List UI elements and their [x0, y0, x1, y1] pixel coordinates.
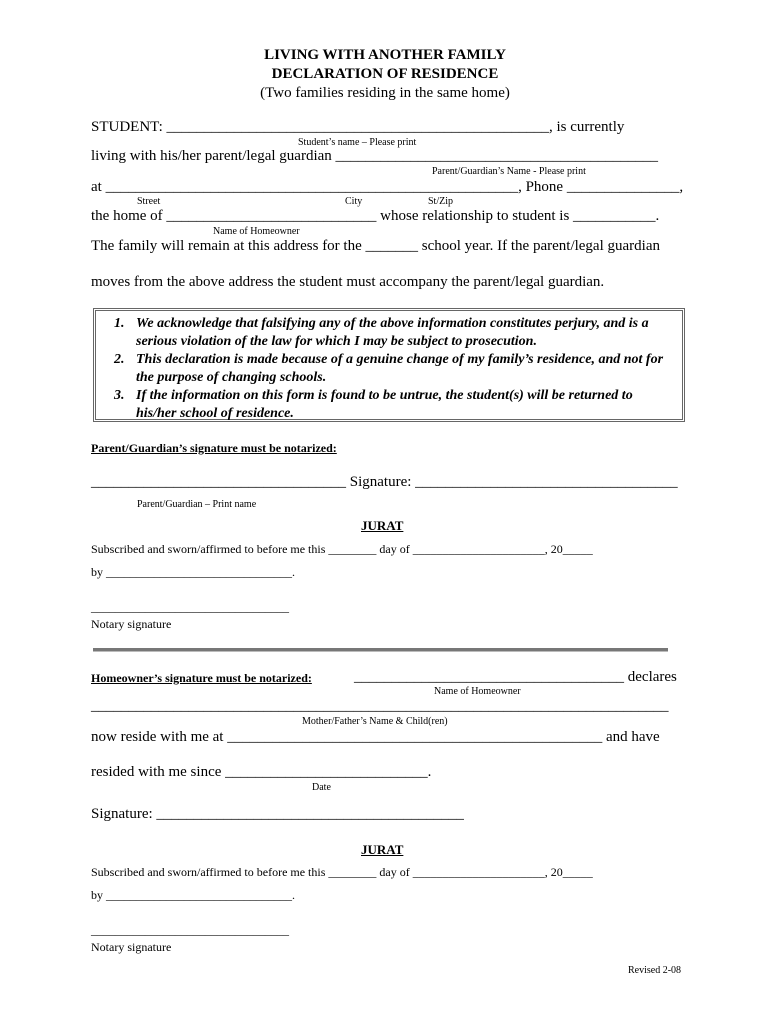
city-caption: City: [345, 196, 363, 207]
declaration-number: 3.: [114, 388, 125, 403]
date-caption: Date: [312, 782, 331, 793]
section-divider: [93, 648, 668, 652]
declarations-list: [96, 315, 682, 423]
declaration-text: We acknowledge that falsifying any of the above information constitutes perjury, and is a serious violation of the law for which I may be subject to prosecution.: [136, 316, 649, 349]
homeowner-signature-line: Signature: _________________________________________: [91, 806, 464, 822]
guardian-print-caption: Parent/Guardian – Print name: [137, 499, 257, 510]
revised-date: Revised 2-08: [628, 965, 682, 976]
notary-caption-2: Notary signature: [91, 940, 172, 954]
declaration-item: [96, 315, 682, 351]
notary-signature-line-2: _________________________________: [91, 923, 289, 937]
children-caption: Mother/Father’s Name & Child(ren): [302, 716, 448, 727]
declaration-number: 1.: [114, 316, 125, 331]
homeowner-notarized-heading: Homeowner’s signature must be notarized:: [91, 671, 312, 685]
homeowner-declares-line: ____________________________________ declares: [354, 669, 677, 685]
resided-since-line: resided with me since ___________________________.: [91, 764, 432, 780]
homeowner-line: the home of ____________________________ whose relationship to student is ___________.: [91, 208, 660, 224]
declaration-text: If the information on this form is found to be untrue, the student(s) will be returned to his/her school of residence.: [136, 388, 633, 421]
jurat-by-line-1: by _______________________________.: [91, 565, 295, 579]
title-line-1: LIVING WITH ANOTHER FAMILY: [264, 47, 506, 63]
jurat-sworn-line-1: Subscribed and sworn/affirmed to before me this ________ day of ______________________, 20_____: [91, 542, 593, 556]
declaration-item: [96, 387, 682, 423]
accompany-line: moves from the above address the student must accompany the parent/legal guardian.: [91, 274, 605, 290]
homeowner-name-caption-2: Name of Homeowner: [434, 686, 521, 697]
notary-caption-1: Notary signature: [91, 617, 172, 631]
street-caption: Street: [137, 196, 161, 207]
declarations-box: [93, 308, 685, 422]
school-year-line: The family will remain at this address for the _______ school year. If the parent/legal guardian: [91, 238, 660, 254]
jurat-by-line-2: by _______________________________.: [91, 888, 295, 902]
children-line: _____________________________________________________________________________: [91, 698, 669, 714]
stzip-caption: St/Zip: [428, 196, 454, 207]
declaration-number: 2.: [114, 352, 125, 367]
declaration-item: [96, 351, 682, 387]
student-line: STUDENT: ___________________________________________________, is currently: [91, 119, 625, 135]
notary-signature-line-1: _________________________________: [91, 600, 289, 614]
jurat-title-2: JURAT: [361, 842, 404, 857]
jurat-sworn-line-2: Subscribed and sworn/affirmed to before me this ________ day of ______________________, 20_____: [91, 865, 593, 879]
title-line-2: DECLARATION OF RESIDENCE: [271, 66, 499, 82]
guardian-name-caption: Parent/Guardian’s Name - Please print: [432, 166, 586, 177]
subtitle: (Two families residing in the same home): [260, 85, 510, 101]
declaration-text: This declaration is made because of a genuine change of my family’s residence, and not for the purpose of changing schools.: [136, 352, 664, 385]
guardian-signature-line: __________________________________ Signature: ___________________________________: [91, 474, 678, 490]
student-name-caption: Student’s name – Please print: [298, 137, 417, 148]
address-line: at _______________________________________________________, Phone _______________,: [91, 179, 684, 195]
jurat-title-1: JURAT: [361, 518, 404, 533]
guardian-line: living with his/her parent/legal guardian ___________________________________________: [91, 148, 659, 164]
reside-line: now reside with me at __________________________________________________ and have: [91, 729, 660, 745]
homeowner-name-caption: Name of Homeowner: [213, 226, 300, 237]
guardian-notarized-heading: Parent/Guardian’s signature must be notarized:: [91, 441, 337, 455]
